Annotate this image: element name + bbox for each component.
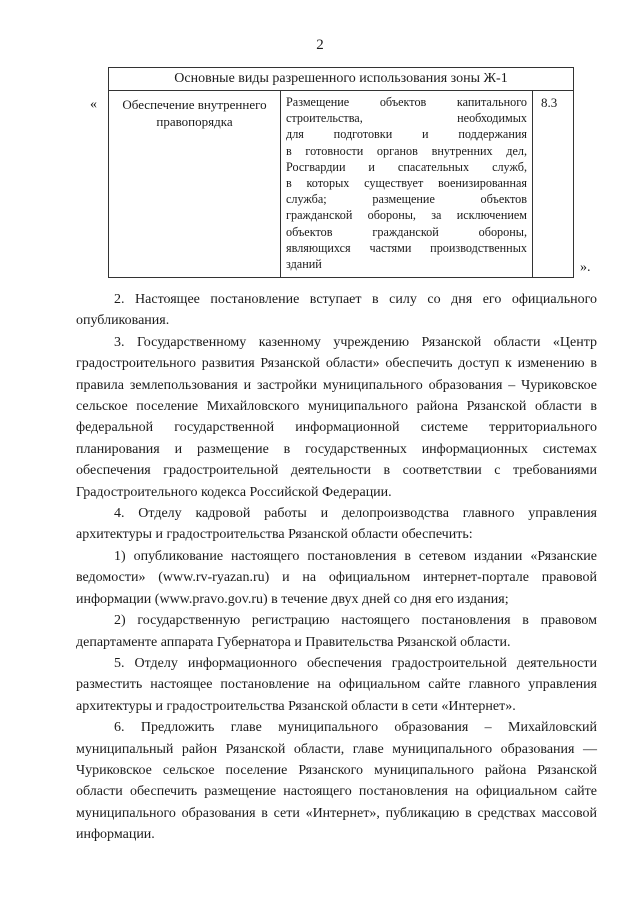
description-line: для подготовки и поддержания [286,127,527,142]
description-line: Размещение объектов капитального [286,95,527,109]
table-header: Основные виды разрешенного использования зоны Ж-1 [109,68,573,91]
table-close-quote: ». [580,260,591,275]
table-row [109,91,573,278]
description-line: являющихся частями производственных [286,240,527,255]
paragraph-2: 2. Настоящее постановление вступает в силу со дня его официального опубликования. [76,292,597,329]
table-open-quote: « [90,97,97,112]
description-line: Росгвардии и спасательных служб, [286,159,527,174]
description-line: зданий [286,257,322,272]
description-line: гражданской обороны, за исключением [286,208,527,223]
decree-body [76,289,597,846]
page-number: 2 [316,37,324,53]
zone-usage-table [108,67,574,278]
description-line: служба; размещение объектов [286,192,527,207]
paragraph-4: 4. Отделу кадровой работы и делопроизводства главного управления архитектуры и градостроительства Рязанской области обеспечить: [76,506,597,543]
paragraph-4-item-1: 1) опубликование настоящего постановления в сетевом издании «Рязанские ведомости» (www.rv-ryazan.ru) и на официальном интернет-портале правовой информации (www.pravo.gov.ru) в течение двух дней со дня его издания; [76,548,597,607]
paragraph-6: 6. Предложить главе муниципального образования – Михайловский муниципальный район Рязанской области, главе муниципального образования — Чуриковское сельское поселение Рязанского муниципального района Рязанской области обеспечить размещение настоящего постановления на официальном сайте муниципального образования в сети «Интернет», публикацию в средствах массовой информации. [76,720,597,843]
usage-type-name: Обеспечение внутреннего правопорядка [109,91,281,278]
paragraph-3: 3. Государственному казенному учреждению Рязанской области «Центр градостроительного развития Рязанской области» обеспечить доступ к изменению в правила землепользования и застройки муниципального образования – Чуриковское сельское поселение Михайловского муниципального района Рязанской области в федеральной государственной информационной системе территориального планирования и размещение в государственных информационных системах обеспечения градостроительной деятельности в соответствии с требованиями Градостроительного кодекса Российской Федерации. [76,334,597,500]
description-line: в которых существует военизированная [286,176,527,191]
paragraph-4-item-2: 2) государственную регистрацию настоящего постановления в правовом департаменте аппарата Губернатора и Правительства Рязанской области. [76,613,597,650]
description-line: строительства, необходимых [286,111,527,126]
description-line: в готовности органов внутренних дел, [286,143,527,158]
usage-description [281,91,533,278]
usage-code: 8.3 [541,95,558,110]
description-line: объектов гражданской обороны, [286,224,527,239]
paragraph-5: 5. Отделу информационного обеспечения градостроительной деятельности разместить настоящее постановление на официальном сайте главного управления архитектуры и градостроительства Рязанской области в сети «Интернет». [76,655,597,714]
